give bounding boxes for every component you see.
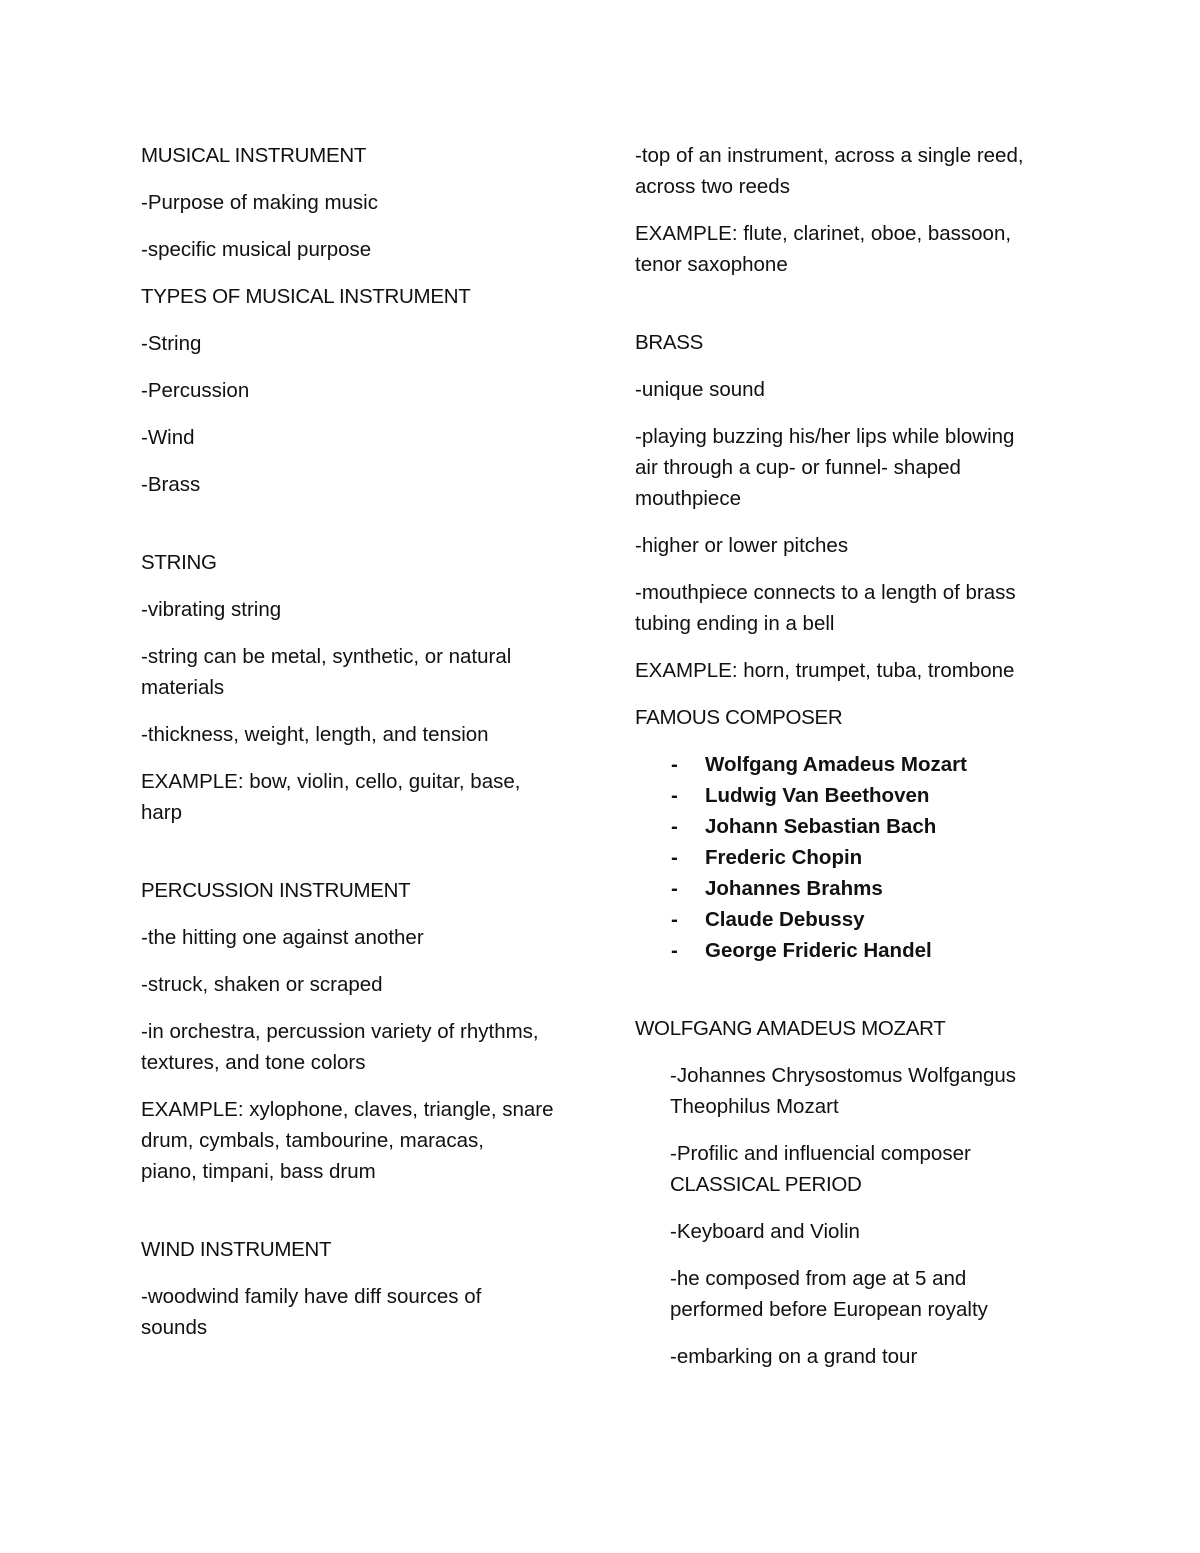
percussion-line-3a: -in orchestra, percussion variety of rhythms, (141, 1020, 539, 1043)
string-example-b: harp (141, 801, 183, 824)
string-line-2b: materials (141, 676, 225, 699)
heading-musical-instrument: MUSICAL INSTRUMENT (141, 144, 367, 167)
brass-line-2a: -playing buzzing his/her lips while blowing (635, 425, 1015, 448)
heading-string: STRING (141, 551, 217, 574)
mozart-line-4a: -he composed from age at 5 and (670, 1267, 967, 1290)
heading-types: TYPES OF MUSICAL INSTRUMENT (141, 285, 471, 308)
intro-line-1: -Purpose of making music (141, 191, 378, 214)
brass-line-2c: mouthpiece (635, 487, 741, 510)
brass-line-4b: tubing ending in a bell (635, 612, 835, 635)
types-item-wind: -Wind (141, 426, 195, 449)
composer-item (635, 780, 1065, 811)
composer-list (635, 749, 1065, 966)
wind-example-b: tenor saxophone (635, 253, 788, 276)
right-column (635, 140, 1065, 1372)
composer-item (635, 749, 1065, 780)
composer-name: Frederic Chopin (705, 846, 863, 869)
list-dash: - (671, 877, 678, 900)
composer-name: Johannes Brahms (705, 877, 883, 900)
composer-name: Wolfgang Amadeus Mozart (705, 753, 967, 776)
composer-name: Johann Sebastian Bach (705, 815, 937, 838)
percussion-example-a: EXAMPLE: xylophone, claves, triangle, snare (141, 1098, 554, 1121)
string-example-a: EXAMPLE: bow, violin, cello, guitar, base, (141, 770, 521, 793)
list-dash: - (671, 784, 678, 807)
composer-name: Claude Debussy (705, 908, 865, 931)
mozart-line-1b: Theophilus Mozart (670, 1095, 839, 1118)
string-line-1: -vibrating string (141, 598, 282, 621)
wind-line-1b: sounds (141, 1316, 208, 1339)
mozart-line-1a: -Johannes Chrysostomus Wolfgangus (670, 1064, 1017, 1087)
composer-item (635, 842, 1065, 873)
intro-line-2: -specific musical purpose (141, 238, 372, 261)
types-item-percussion: -Percussion (141, 379, 250, 402)
left-column (141, 140, 591, 1343)
heading-wind: WIND INSTRUMENT (141, 1238, 332, 1261)
list-dash: - (671, 908, 678, 931)
percussion-example-c: piano, timpani, bass drum (141, 1160, 376, 1183)
types-item-brass: -Brass (141, 473, 201, 496)
percussion-line-2: -struck, shaken or scraped (141, 973, 383, 996)
mozart-line-4b: performed before European royalty (670, 1298, 988, 1321)
heading-famous-composer: FAMOUS COMPOSER (635, 706, 843, 729)
list-dash: - (671, 846, 678, 869)
brass-line-3: -higher or lower pitches (635, 534, 849, 557)
brass-line-4a: -mouthpiece connects to a length of brass (635, 581, 1016, 604)
composer-item (635, 935, 1065, 966)
brass-example: EXAMPLE: horn, trumpet, tuba, trombone (635, 659, 1015, 682)
wind-example-a: EXAMPLE: flute, clarinet, oboe, bassoon, (635, 222, 1012, 245)
mozart-classical-period: CLASSICAL PERIOD (670, 1173, 862, 1196)
composer-item (635, 811, 1065, 842)
mozart-line-5: -embarking on a grand tour (670, 1345, 918, 1368)
composer-name: George Frideric Handel (705, 939, 932, 962)
mozart-line-3: -Keyboard and Violin (670, 1220, 860, 1243)
heading-percussion: PERCUSSION INSTRUMENT (141, 879, 411, 902)
string-line-3: -thickness, weight, length, and tension (141, 723, 489, 746)
wind-cont-line-1b: across two reeds (635, 175, 790, 198)
composer-name: Ludwig Van Beethoven (705, 784, 930, 807)
percussion-line-1: -the hitting one against another (141, 926, 424, 949)
list-dash: - (671, 753, 678, 776)
percussion-example-b: drum, cymbals, tambourine, maracas, (141, 1129, 484, 1152)
brass-line-2b: air through a cup- or funnel- shaped (635, 456, 961, 479)
composer-item (635, 904, 1065, 935)
wind-line-1a: -woodwind family have diff sources of (141, 1285, 482, 1308)
heading-mozart: WOLFGANG AMADEUS MOZART (635, 1017, 946, 1040)
composer-item (635, 873, 1065, 904)
wind-cont-line-1a: -top of an instrument, across a single reed, (635, 144, 1024, 167)
types-item-string: -String (141, 332, 202, 355)
brass-line-1: -unique sound (635, 378, 765, 401)
heading-brass: BRASS (635, 331, 703, 354)
mozart-line-2: -Profilic and influencial composer (670, 1142, 971, 1165)
percussion-line-3b: textures, and tone colors (141, 1051, 366, 1074)
string-line-2a: -string can be metal, synthetic, or natural (141, 645, 512, 668)
list-dash: - (671, 815, 678, 838)
list-dash: - (671, 939, 678, 962)
